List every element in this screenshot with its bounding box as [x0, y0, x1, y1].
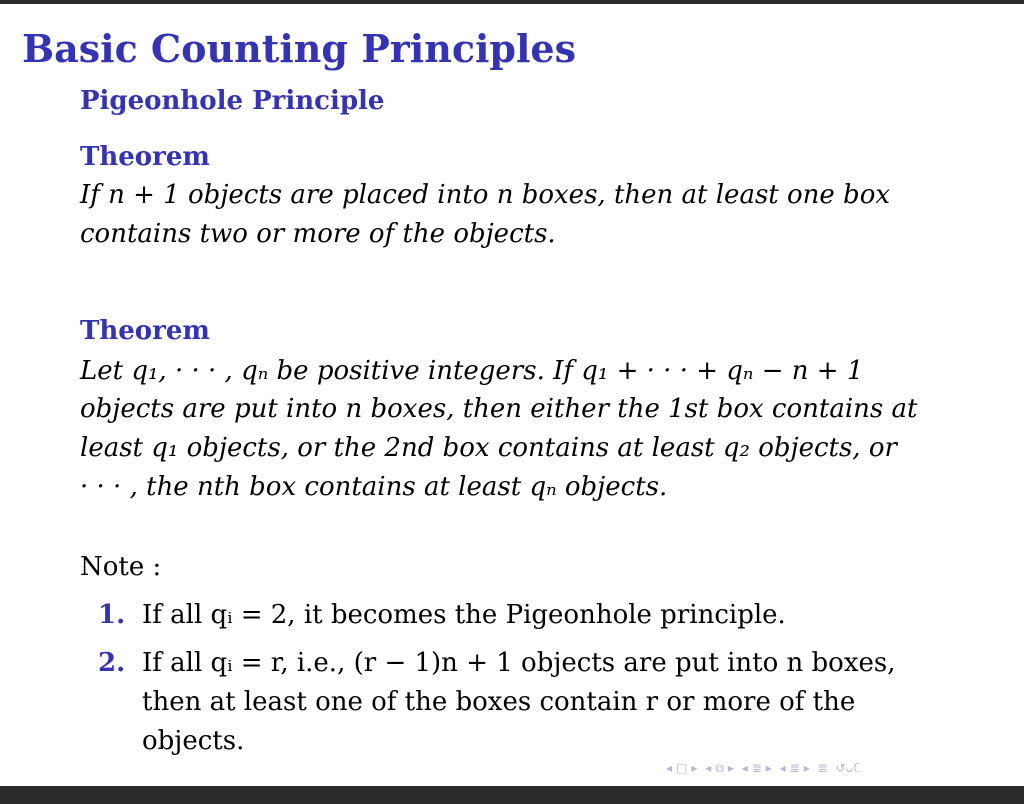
- note-item-line: objects.: [142, 726, 245, 756]
- section-title: Pigeonhole Principle: [80, 86, 385, 116]
- prev-part-icon[interactable]: ◂: [779, 761, 786, 775]
- next-subsection-icon[interactable]: ▸: [727, 761, 734, 775]
- next-section-icon[interactable]: ▸: [765, 761, 772, 775]
- subsection-icon[interactable]: ⧉: [715, 761, 724, 775]
- theorem-2-line: Let q₁, · · · , qₙ be positive integers. If q₁ + · · · + qₙ − n + 1: [80, 356, 864, 386]
- prev-frame-icon[interactable]: ◂: [666, 761, 673, 775]
- theorem-2-heading: Theorem: [80, 316, 210, 346]
- prev-section-icon[interactable]: ◂: [741, 761, 748, 775]
- note-item-line: If all qᵢ = r, i.e., (r − 1)n + 1 objects are put into n boxes,: [142, 648, 896, 678]
- theorem-1-line: If n + 1 objects are placed into n boxes, then at least one box: [80, 180, 891, 210]
- frame-icon[interactable]: □: [676, 761, 688, 775]
- outline-icon[interactable]: ≣: [817, 761, 828, 775]
- note-label: Note :: [80, 552, 162, 582]
- bottom-border: [0, 786, 1024, 804]
- theorem-2-line: · · · , the nth box contains at least qₙ objects.: [80, 472, 668, 502]
- part-icon[interactable]: ≣: [789, 761, 800, 775]
- note-item-line: If all qᵢ = 2, it becomes the Pigeonhole principle.: [142, 600, 786, 630]
- navigation-bar: [666, 761, 1022, 777]
- next-frame-icon[interactable]: ▸: [691, 761, 698, 775]
- theorem-2-line: objects are put into n boxes, then either the 1st box contains at: [80, 394, 918, 424]
- slide-title: Basic Counting Principles: [22, 26, 577, 71]
- note-item-number: 2.: [98, 648, 126, 678]
- top-border: [0, 0, 1024, 4]
- theorem-1-heading: Theorem: [80, 142, 210, 172]
- theorem-1-line: contains two or more of the objects.: [80, 219, 556, 249]
- section-icon[interactable]: ≣: [751, 761, 762, 775]
- search-icon[interactable]: ↺ᴗℂ: [835, 761, 862, 775]
- prev-subsection-icon[interactable]: ◂: [705, 761, 712, 775]
- theorem-2-line: least q₁ objects, or the 2nd box contains at least q₂ objects, or: [80, 433, 897, 463]
- next-part-icon[interactable]: ▸: [803, 761, 810, 775]
- note-item-line: then at least one of the boxes contain r or more of the: [142, 687, 856, 717]
- note-item-number: 1.: [98, 600, 126, 630]
